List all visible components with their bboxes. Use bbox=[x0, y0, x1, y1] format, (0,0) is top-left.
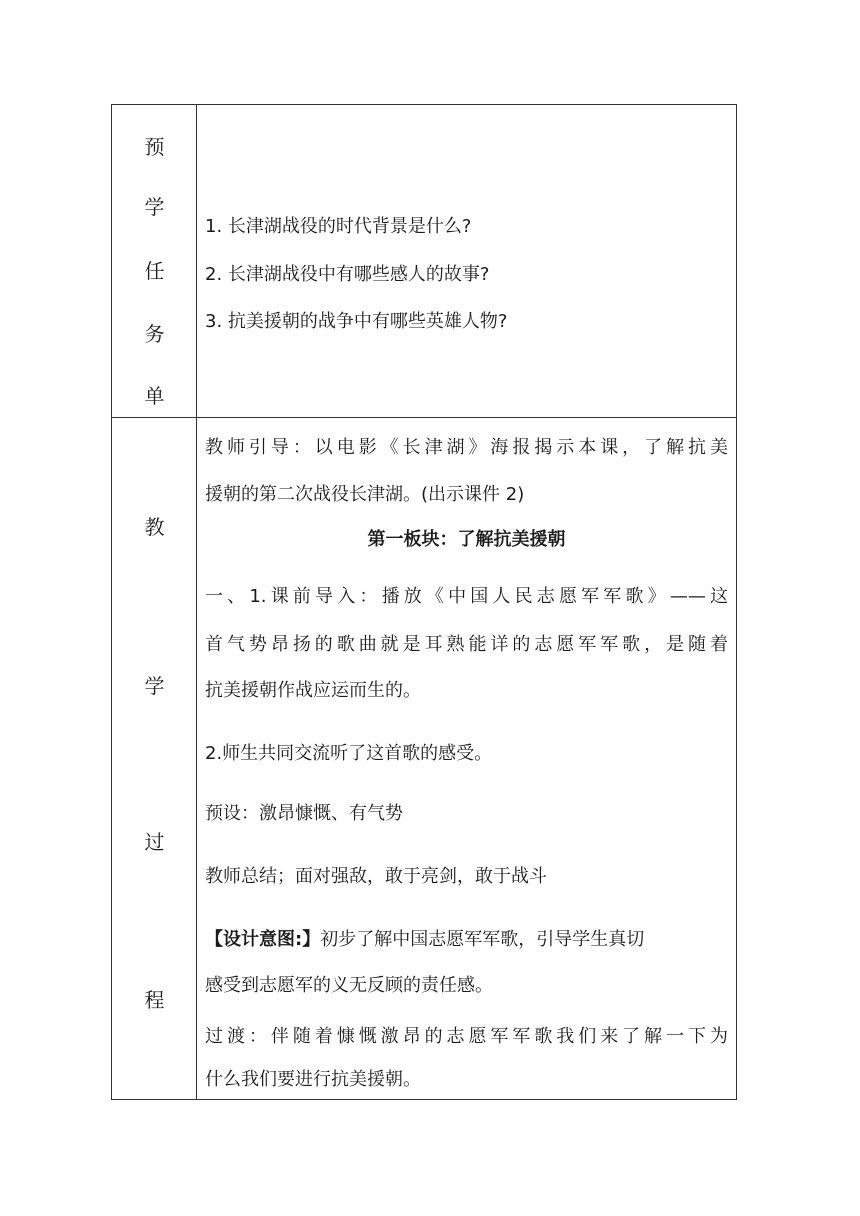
design-intent-line bbox=[205, 928, 728, 952]
preview-task-content-cell bbox=[197, 105, 736, 417]
teaching-process-label-cell bbox=[112, 418, 197, 1099]
label-char: 教 bbox=[144, 515, 165, 539]
paragraph-line: 2.师生共同交流听了这首歌的感受。 bbox=[205, 743, 493, 764]
paragraph-line: 教师总结；面对强敌，敢于亮剑，敢于战斗 bbox=[205, 866, 547, 887]
label-char: 学 bbox=[144, 674, 165, 698]
label-char: 学 bbox=[144, 195, 165, 219]
teacher-guidance-line: 教师引导：以电影《长津湖》海报揭示本课，了解抗美 bbox=[205, 437, 728, 458]
label-char: 程 bbox=[144, 988, 165, 1012]
label-char: 预 bbox=[144, 135, 165, 159]
teaching-process-row bbox=[112, 418, 736, 1099]
label-char: 任 bbox=[144, 259, 165, 283]
label-char: 过 bbox=[144, 830, 165, 854]
transition-line: 什么我们要进行抗美援朝。 bbox=[205, 1069, 421, 1090]
section-title: 第一板块：了解抗美援朝 bbox=[367, 529, 566, 550]
paragraph-line: 预设：激昂慷慨、有气势 bbox=[205, 803, 403, 824]
task-item: 2. 长津湖战役中有哪些感人的故事? bbox=[205, 264, 490, 285]
transition-line: 过渡：伴随着慷慨激昂的志愿军军歌我们来了解一下为 bbox=[205, 1026, 728, 1047]
teaching-process-content-cell bbox=[197, 418, 736, 1099]
preview-task-label-cell bbox=[112, 105, 197, 417]
preview-task-row bbox=[112, 105, 736, 418]
paragraph-line: 一、1.课前导入：播放《中国人民志愿军军歌》——这 bbox=[205, 586, 728, 607]
teacher-guidance-line: 援朝的第二次战役长津湖。(出示课件 2) bbox=[205, 484, 525, 505]
task-item: 1. 长津湖战役的时代背景是什么? bbox=[205, 216, 472, 237]
label-char: 单 bbox=[144, 384, 165, 408]
design-intent-label: 【设计意图:】 bbox=[205, 929, 321, 950]
design-intent-text: 初步了解中国志愿军军歌，引导学生真切 bbox=[320, 929, 645, 950]
paragraph-line: 首气势昂扬的歌曲就是耳熟能详的志愿军军歌，是随着 bbox=[205, 634, 728, 655]
paragraph-line: 感受到志愿军的义无反顾的责任感。 bbox=[205, 975, 493, 996]
task-item: 3. 抗美援朝的战争中有哪些英雄人物? bbox=[205, 311, 508, 332]
lesson-plan-table bbox=[111, 104, 737, 1100]
label-char: 务 bbox=[144, 322, 165, 346]
paragraph-line: 抗美援朝作战应运而生的。 bbox=[205, 680, 421, 701]
